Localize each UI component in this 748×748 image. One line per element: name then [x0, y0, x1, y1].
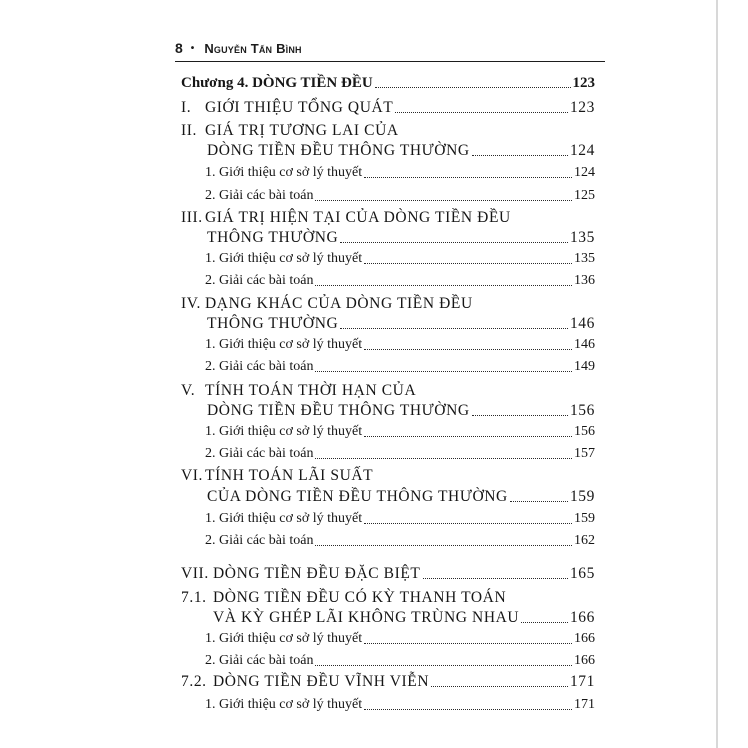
toc-entry-title: Chương 4. DÒNG TIỀN ĐỀU	[181, 75, 373, 91]
toc-page-number: 162	[574, 533, 595, 548]
toc-entry-title: DÒNG TIỀN ĐỀU VĨNH VIỄN	[213, 673, 430, 690]
toc-section-7-2	[181, 671, 595, 693]
section-number: 7.1.	[181, 589, 207, 606]
toc-page-number: 125	[574, 188, 595, 203]
toc-entry-title: 1. Giới thiệu cơ sở lý thuyết	[205, 251, 363, 266]
toc-entry-title: 2. Giải các bài toán	[205, 446, 314, 461]
toc-page-number: 159	[569, 488, 595, 505]
dot-leader	[395, 112, 568, 113]
dot-leader	[364, 349, 572, 350]
toc-entry-title: 1. Giới thiệu cơ sở lý thuyết	[205, 697, 363, 712]
toc-section-5-line2	[207, 400, 595, 422]
dot-leader	[423, 578, 568, 579]
toc-page-number: 166	[569, 609, 595, 626]
dot-leader	[315, 545, 572, 546]
section-number: I.	[181, 99, 192, 116]
toc-subentry	[205, 628, 595, 650]
toc-page-number: 165	[569, 565, 595, 582]
dot-leader	[472, 415, 568, 416]
toc-page-number: 146	[569, 315, 595, 332]
dot-leader	[315, 285, 572, 286]
toc-entry-title: DÒNG TIỀN ĐỀU CÓ KỲ THANH TOÁN	[213, 589, 507, 606]
toc-page-number: 166	[574, 653, 595, 668]
toc-section-1	[181, 97, 595, 119]
toc-section-3-line1	[181, 207, 511, 229]
section-number: 7.2.	[181, 673, 207, 690]
toc-subentry	[205, 443, 595, 465]
toc-section-4-line2	[207, 313, 595, 335]
toc-entry-title: 2. Giải các bài toán	[205, 188, 314, 203]
toc-section-6-line1	[181, 465, 373, 487]
toc-page-number: 136	[574, 273, 595, 288]
toc-entry-title: 2. Giải các bài toán	[205, 533, 314, 548]
section-number: II.	[181, 122, 197, 139]
header-separator: •	[190, 42, 195, 54]
toc-subentry	[205, 650, 595, 672]
toc-section-2-line1	[181, 120, 399, 142]
dot-leader	[364, 643, 572, 644]
toc-section-3-line2	[207, 227, 595, 249]
toc-subentry	[205, 185, 595, 207]
toc-entry-title: TÍNH TOÁN THỜI HẠN CỦA	[205, 382, 417, 399]
toc-entry-title: 1. Giới thiệu cơ sở lý thuyết	[205, 165, 363, 180]
dot-leader	[315, 200, 572, 201]
toc-section-7	[181, 563, 595, 585]
toc-section-7-1-line2	[213, 607, 595, 629]
toc-subentry	[205, 162, 595, 184]
toc-subentry	[205, 530, 595, 552]
toc-page-number: 124	[574, 165, 595, 180]
author-name: Nguyễn Tấn Bình	[204, 40, 302, 56]
section-number: VII.	[181, 565, 209, 582]
toc-entry-title: DÒNG TIỀN ĐỀU ĐẶC BIỆT	[213, 565, 421, 582]
dot-leader	[375, 87, 571, 88]
toc-entry-title-cont: THÔNG THƯỜNG	[207, 315, 339, 332]
dot-leader	[364, 523, 572, 524]
toc-page-number: 135	[574, 251, 595, 266]
dot-leader	[340, 242, 568, 243]
toc-page-number: 166	[574, 631, 595, 646]
toc-page-number: 171	[574, 697, 595, 712]
dot-leader	[340, 328, 568, 329]
toc-entry-title: 2. Giải các bài toán	[205, 653, 314, 668]
toc-page-number: 149	[574, 359, 595, 374]
toc-section-4-line1	[181, 293, 473, 315]
toc-page-number: 135	[569, 229, 595, 246]
section-number: IV.	[181, 295, 202, 312]
toc-subentry	[205, 694, 595, 716]
toc-entry-title-cont: CỦA DÒNG TIỀN ĐỀU THÔNG THƯỜNG	[207, 488, 508, 505]
dot-leader	[510, 501, 568, 502]
toc-entry-title: 2. Giải các bài toán	[205, 273, 314, 288]
page-number: 8	[175, 40, 183, 56]
toc-entry-title: GIÁ TRỊ HIỆN TẠI CỦA DÒNG TIỀN ĐỀU	[205, 209, 511, 226]
toc-entry-title-cont: VÀ KỲ GHÉP LÃI KHÔNG TRÙNG NHAU	[213, 609, 520, 626]
toc-entry-title-cont: DÒNG TIỀN ĐỀU THÔNG THƯỜNG	[207, 142, 470, 159]
toc-subentry	[205, 421, 595, 443]
toc-page-number: 146	[574, 337, 595, 352]
dot-leader	[521, 622, 568, 623]
section-number: V.	[181, 382, 196, 399]
toc-subentry	[205, 508, 595, 530]
toc-page-number: 123	[569, 99, 595, 116]
dot-leader	[364, 263, 572, 264]
toc-entry-title: 2. Giải các bài toán	[205, 359, 314, 374]
toc-entry-title: 1. Giới thiệu cơ sở lý thuyết	[205, 511, 363, 526]
toc-page-number: 124	[569, 142, 595, 159]
toc-page-number: 123	[572, 75, 595, 91]
section-number: III.	[181, 209, 203, 226]
dot-leader	[431, 686, 568, 687]
toc-subentry	[205, 270, 595, 292]
dot-leader	[364, 436, 572, 437]
toc-entry-title: 1. Giới thiệu cơ sở lý thuyết	[205, 424, 363, 439]
dot-leader	[472, 155, 568, 156]
dot-leader	[315, 371, 572, 372]
toc-section-6-line2	[207, 486, 595, 508]
dot-leader	[364, 709, 572, 710]
toc-chapter	[181, 72, 595, 94]
toc-entry-title: 1. Giới thiệu cơ sở lý thuyết	[205, 337, 363, 352]
toc-page-number: 157	[574, 446, 595, 461]
toc-subentry	[205, 356, 595, 378]
toc-entry-title: GIÁ TRỊ TƯƠNG LAI CỦA	[205, 122, 399, 139]
dot-leader	[315, 665, 572, 666]
toc-page-number: 171	[569, 673, 595, 690]
toc-section-2-line2	[207, 140, 595, 162]
toc-entry-title: 1. Giới thiệu cơ sở lý thuyết	[205, 631, 363, 646]
toc-subentry	[205, 334, 595, 356]
toc-entry-title: GIỚI THIỆU TỔNG QUÁT	[205, 99, 394, 116]
toc-subentry	[205, 248, 595, 270]
dot-leader	[315, 458, 572, 459]
toc-page-number: 156	[569, 402, 595, 419]
dot-leader	[364, 177, 572, 178]
toc-entry-title: DẠNG KHÁC CỦA DÒNG TIỀN ĐỀU	[205, 295, 473, 312]
toc-section-5-line1	[181, 380, 416, 402]
toc-page-number: 156	[574, 424, 595, 439]
toc-entry-title-cont: THÔNG THƯỜNG	[207, 229, 339, 246]
toc-section-7-1-line1	[181, 587, 506, 609]
toc-page-number: 159	[574, 511, 595, 526]
toc-entry-title: TÍNH TOÁN LÃI SUẤT	[205, 467, 374, 484]
section-number: VI.	[181, 467, 204, 484]
toc-entry-title-cont: DÒNG TIỀN ĐỀU THÔNG THƯỜNG	[207, 402, 470, 419]
